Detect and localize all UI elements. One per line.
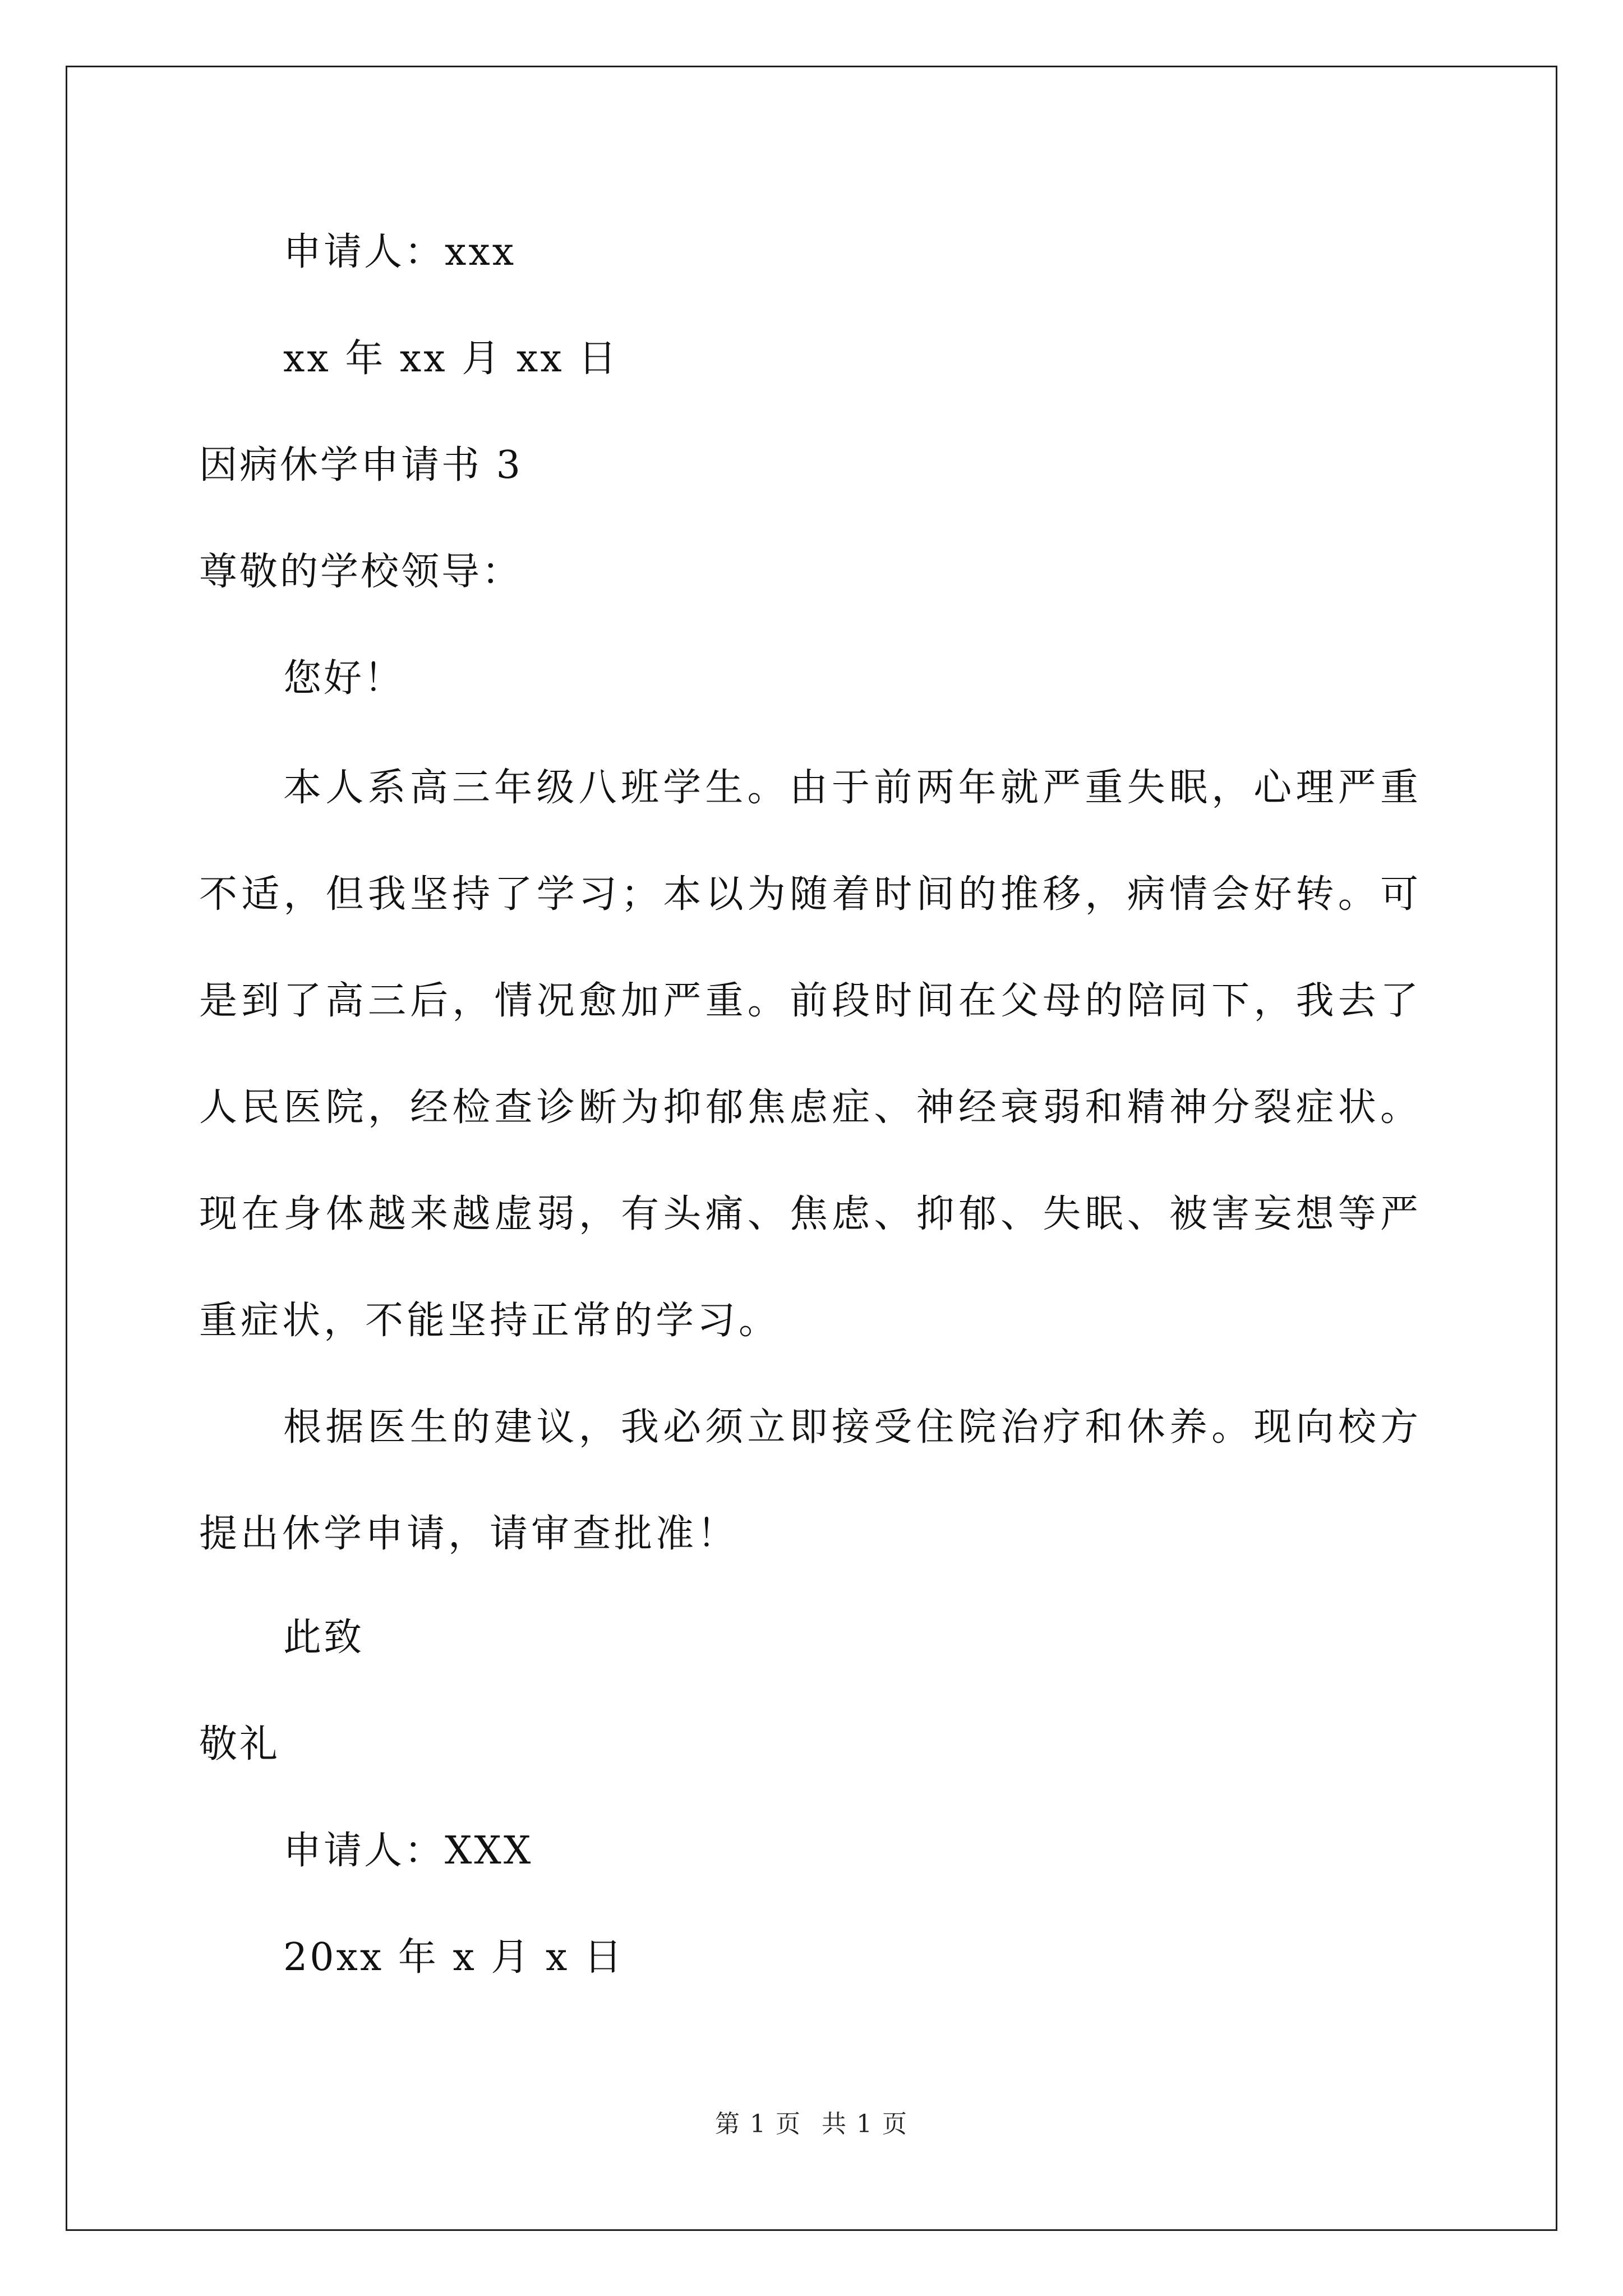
salutation: 尊敬的学校领导：: [199, 550, 523, 594]
body-paragraph-1: 本人系高三年级八班学生。由于前两年就严重失眠，心理严重不适，但我坚持了学习；本以为随着时间的推移，病情会好转。可是到了高三后，情况愈加严重。前段时间在父母的陪同下，我去了人民医院，经检查诊断为抑郁焦虑症、神经衰弱和精神分裂症状。现在身体越来越虚弱，有头痛、焦虑、抑郁、失眠、被害妄想等严重症状，不能坚持正常的学习。: [199, 766, 1422, 1343]
page-footer: [0, 2104, 1623, 2139]
closing-line-2: 敬礼: [199, 1722, 280, 1766]
applicant-line-bottom: 申请人：XXX: [283, 1829, 533, 1873]
page-number-total: 共 1 页: [822, 2110, 908, 2138]
date-line-bottom: 20xx 年 x 月 x 日: [283, 1935, 625, 1980]
date-line-top: xx 年 xx 月 xx 日: [283, 337, 619, 381]
applicant-line-top: 申请人：xxx: [283, 230, 517, 274]
body-paragraph-2: 根据医生的建议，我必须立即接受住院治疗和休养。现向校方提出休学申请，请审查批准！: [199, 1405, 1422, 1556]
closing-line-1: 此致: [283, 1616, 365, 1660]
document-heading: 因病休学申请书 3: [199, 443, 523, 487]
page-number-current: 第 1 页: [715, 2110, 801, 2138]
greeting: 您好！: [283, 656, 405, 701]
